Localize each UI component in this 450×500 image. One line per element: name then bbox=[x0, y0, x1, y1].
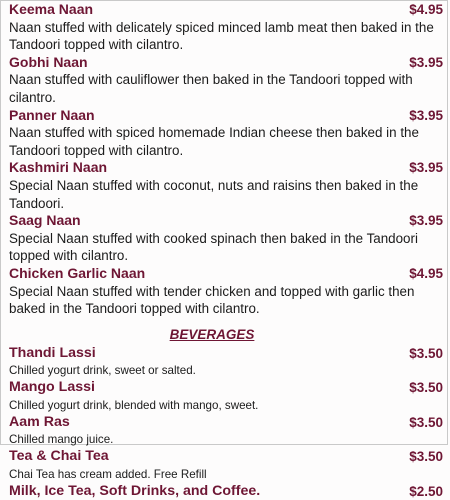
item-description: Chilled mango juice. bbox=[9, 433, 114, 447]
item-name: Milk, Ice Tea, Soft Drinks, and Coffee. bbox=[9, 482, 261, 499]
item-description: Special Naan stuffed with cooked spinach then baked in the Tandoori topped with cilantro. bbox=[9, 230, 418, 264]
menu-item-thandi-lassi bbox=[9, 345, 445, 380]
menu-item-tea-chai-tea bbox=[9, 448, 445, 483]
menu-item-panner-naan bbox=[9, 107, 445, 160]
item-name: Gobhi Naan bbox=[9, 53, 88, 70]
item-description: Chilled yogurt drink, sweet or salted. bbox=[9, 364, 196, 378]
item-price: $3.95 bbox=[409, 213, 443, 229]
item-price: $3.95 bbox=[409, 160, 443, 176]
item-price: $3.50 bbox=[409, 345, 443, 361]
item-name: Thandi Lassi bbox=[9, 344, 96, 361]
item-name: Mango Lassi bbox=[9, 379, 95, 396]
item-description: Special Naan stuffed with tender chicken and topped with garlic then baked in the Tandoori topped with cilantro. bbox=[9, 283, 415, 317]
menu-item-aam-ras bbox=[9, 414, 445, 449]
item-price: $4.95 bbox=[409, 265, 443, 281]
item-price: $2.50 bbox=[409, 483, 443, 499]
menu-content bbox=[9, 0, 445, 500]
item-name: Chicken Garlic Naan bbox=[9, 264, 146, 281]
item-description: Chilled yogurt drink, blended with mango, sweet. bbox=[9, 398, 259, 412]
item-price: $3.50 bbox=[409, 380, 443, 396]
item-price: $3.50 bbox=[409, 414, 443, 430]
menu-item-milk-ice-tea-soft-drinks-coffee bbox=[9, 483, 445, 500]
item-price: $3.95 bbox=[409, 54, 443, 70]
item-name: Tea & Chai Tea bbox=[9, 448, 109, 465]
item-description: Special Naan stuffed with coconut, nuts and raisins then baked in the Tandoori. bbox=[9, 177, 419, 211]
menu-item-saag-naan bbox=[9, 212, 445, 265]
menu-item-keema-naan bbox=[9, 1, 445, 54]
item-name: Keema Naan bbox=[9, 1, 94, 17]
menu-item-mango-lassi bbox=[9, 379, 445, 414]
item-price: $3.95 bbox=[409, 107, 443, 123]
menu-item-chicken-garlic-naan bbox=[9, 265, 445, 318]
item-description: Naan stuffed with delicately spiced minced lamb meat then baked in the Tandoori topped with cilantro. bbox=[9, 19, 434, 53]
item-price: $4.95 bbox=[409, 2, 443, 17]
item-description: Naan stuffed with spiced homemade Indian cheese then baked in the Tandoori topped with cilantro. bbox=[9, 125, 419, 158]
menu-item-gobhi-naan bbox=[9, 54, 445, 107]
item-name: Kashmiri Naan bbox=[9, 159, 108, 176]
item-description: Chai Tea has cream added. Free Refill bbox=[9, 467, 207, 481]
menu-item-kashmiri-naan bbox=[9, 159, 445, 212]
item-price: $3.50 bbox=[409, 449, 443, 465]
item-name: Panner Naan bbox=[9, 106, 95, 123]
item-name: Aam Ras bbox=[9, 413, 70, 430]
item-name: Saag Naan bbox=[9, 212, 81, 229]
item-description: Naan stuffed with cauliflower then baked in the Tandoori topped with cilantro. bbox=[9, 72, 413, 105]
beverages-heading: BEVERAGES bbox=[169, 326, 255, 342]
